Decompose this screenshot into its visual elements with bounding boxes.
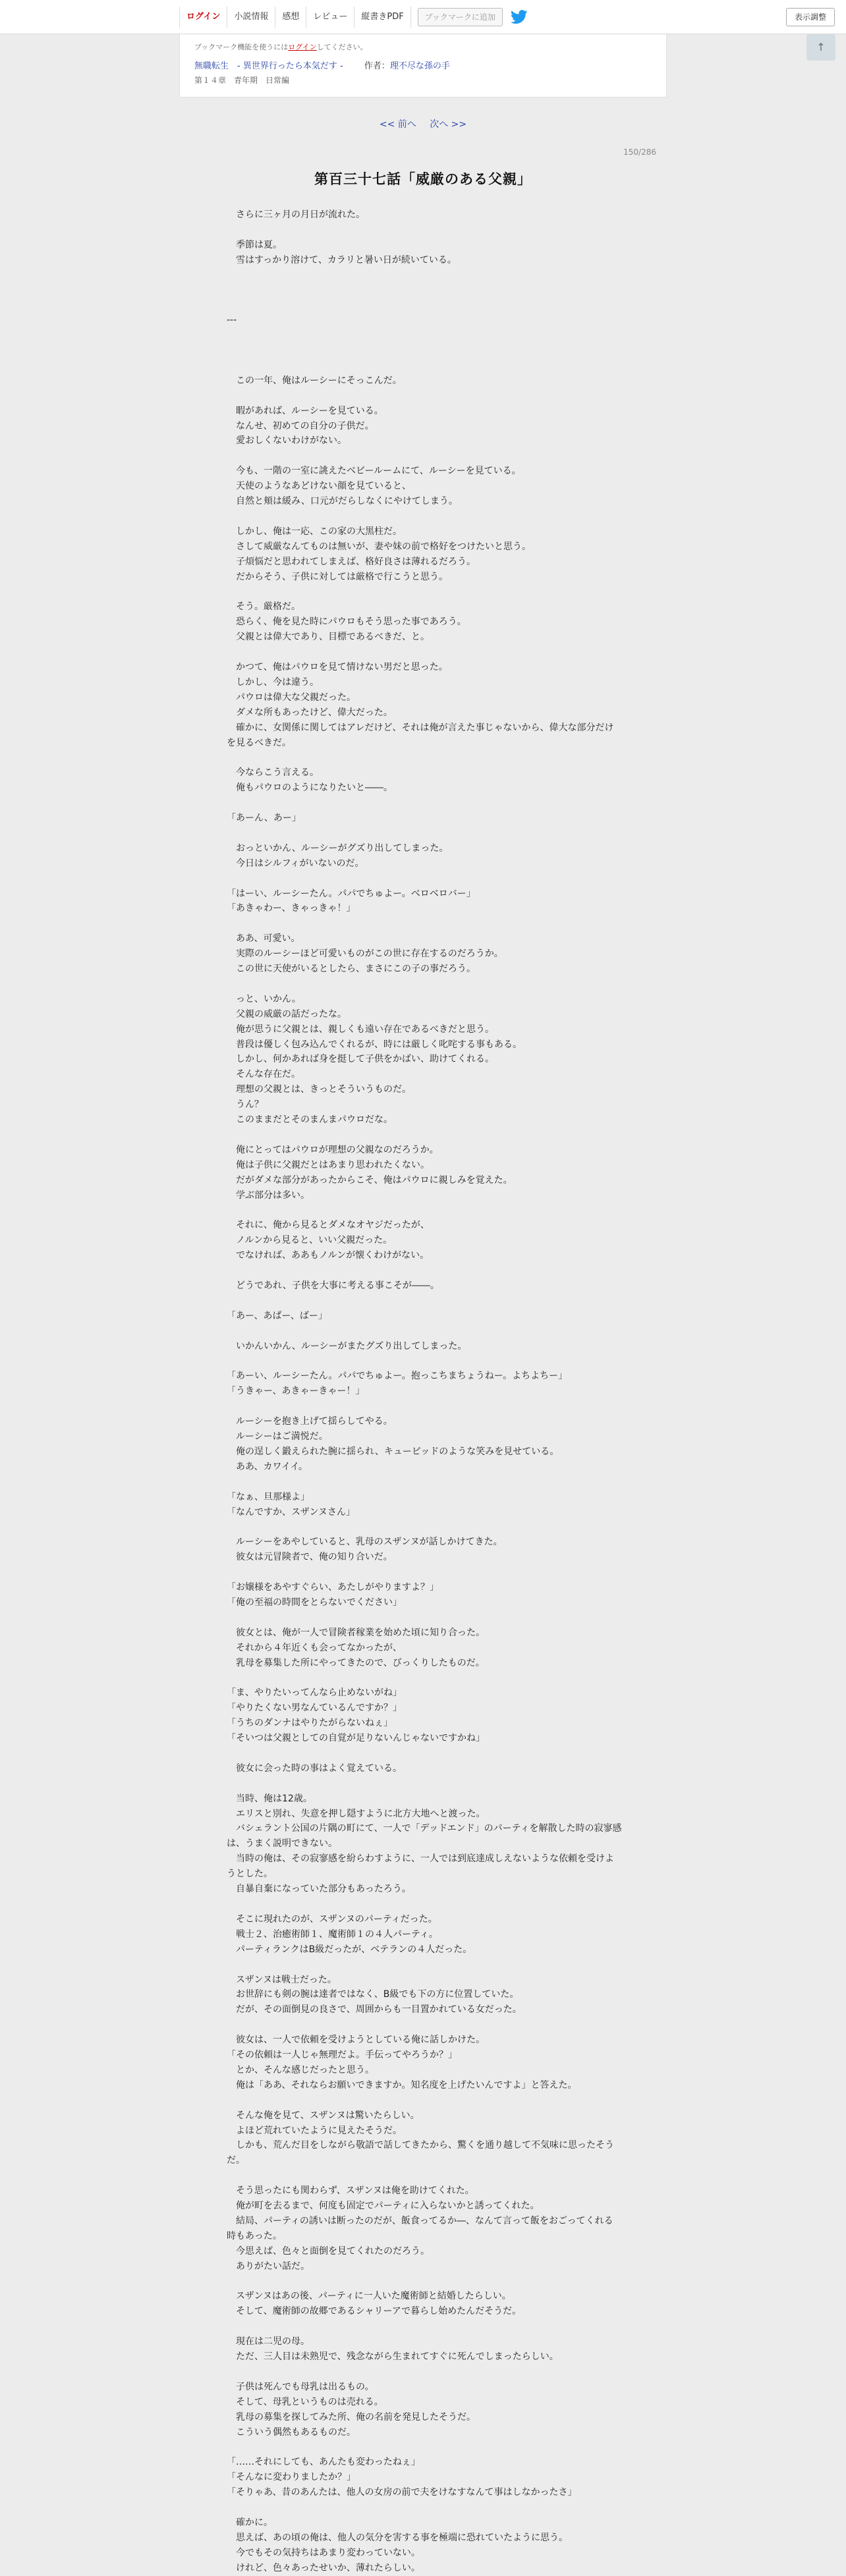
- body-line: [227, 1958, 622, 1973]
- body-line: [227, 1399, 622, 1414]
- episode-body: [227, 207, 622, 2576]
- body-line: 普段は優しく包み込んでくれるが、時には厳しく叱咤する事もある。: [227, 1039, 522, 1050]
- body-line: 「その依頼は一人じゃ無理だよ。手伝ってやろうか？」: [227, 2050, 457, 2061]
- body-line: ---: [227, 315, 237, 326]
- body-line: ダメな所もあったけど、偉大だった。: [227, 707, 393, 718]
- body-line: 実際のルーシーほど可愛いものがこの世に存在するのだろうか。: [227, 948, 503, 960]
- episode-subtitle: 第百三十七話「威厳のある父親」: [314, 171, 532, 187]
- body-line: この世に天使がいるとしたら、まさにこの子の事だろう。: [227, 964, 476, 975]
- body-line: 「なぁ、旦那様よ」: [227, 1491, 310, 1502]
- body-line: 学ぶ部分は多い。: [227, 1190, 310, 1201]
- body-line: 「俺の至福の時間をとらないでください」: [227, 1597, 402, 1608]
- body-line: このままだとそのまんまパウロだな。: [227, 1114, 393, 1126]
- body-line: [227, 358, 622, 373]
- body-line: 「やりたくない男なんているんですか？」: [227, 1703, 402, 1714]
- body-line: [227, 223, 622, 238]
- body-line: 俺は「ああ、それならお願いできますか。知名度を上げたいんですよ」と答えた。: [227, 2079, 577, 2091]
- body-line: 子供は死んでも母乳は出るもの。: [227, 2381, 374, 2392]
- body-line: どうであれ、子供を大事に考える事こそが――。: [227, 1280, 439, 1292]
- body-line: 今日はシルフィがいないのだ。: [227, 858, 364, 869]
- body-line: [227, 268, 622, 283]
- nav-novel-info-link[interactable]: 小説情報: [227, 7, 275, 28]
- body-line: [227, 1475, 622, 1490]
- body-line: けれど、色々あったせいか、薄れたらしい。: [227, 2562, 420, 2573]
- body-line: うん？: [227, 1099, 264, 1110]
- body-line: スザンヌは戦士だった。: [227, 1974, 337, 1985]
- body-line: 乳母を募集した所にやってきたので、びっくりしたものだ。: [227, 1657, 485, 1668]
- arrow-up-icon: ↑: [816, 41, 826, 53]
- body-line: だが、その面倒見の良さで、周囲からも一目置かれている女だった。: [227, 2004, 522, 2015]
- body-line: ありがたい話だ。: [227, 2261, 310, 2272]
- body-line: [227, 2500, 622, 2515]
- body-line: 俺にとってはパウロが理想の父親なのだろうか。: [227, 1144, 439, 1155]
- body-line: そして、母乳というものは売れる。: [227, 2396, 383, 2407]
- body-line: っと、いかん。: [227, 993, 301, 1004]
- body-line: そして、魔術師の故郷であるシャリーアで暮らし始めたんだそうだ。: [227, 2306, 522, 2317]
- body-line: 戦士２、治癒術師１、魔術師１の４人パーティ。: [227, 1929, 438, 1940]
- body-line: [227, 2365, 622, 2380]
- novel-title-line: [194, 59, 652, 74]
- body-line: さらに三ヶ月の月日が流れた。: [227, 209, 365, 220]
- body-line: 愛おしくないわけがない。: [227, 435, 347, 447]
- author-label: 作者：: [364, 61, 390, 71]
- episode-page-count: 150/286: [623, 148, 656, 157]
- body-line: 「そんなに変わりましたか？」: [227, 2472, 356, 2483]
- body-line: [227, 1776, 622, 1792]
- body-line: 当時、俺は12歳。: [227, 1793, 312, 1804]
- body-line: 確かに。: [227, 2517, 273, 2528]
- body-line: とか、そんな感じだったと思う。: [227, 2064, 374, 2075]
- body-line: [227, 1354, 622, 1369]
- body-line: それから４年近くも会ってなかったが、: [227, 1642, 402, 1653]
- body-line: [227, 1670, 622, 1685]
- bookmark-note-suffix: してください。: [316, 43, 368, 51]
- body-line: [227, 1128, 622, 1143]
- body-line: 理想の父親とは、きっとそういうものだ。: [227, 1084, 411, 1095]
- body-line: [227, 1294, 622, 1309]
- body-line: さして威厳なんてものは無いが、妻や妹の前で格好をつけたいと思う。: [227, 541, 531, 552]
- body-line: 今思えば、色々と面倒を見てくれたのだろう。: [227, 2245, 430, 2257]
- body-line: 「そいつは父親としての自覚が足りないんじゃないですかね」: [227, 1733, 485, 1744]
- nav-review-link[interactable]: レビュー: [306, 7, 354, 28]
- body-line: 暇があれば、ルーシーを見ている。: [227, 405, 383, 416]
- body-line: この一年、俺はルーシーにそっこんだ。: [227, 375, 402, 386]
- body-line: でなければ、ああもノルンが懐くわけがない。: [227, 1250, 430, 1261]
- novel-info-box: [179, 34, 667, 97]
- display-settings-button[interactable]: 表示調整: [786, 8, 835, 26]
- body-line: こういう偶然もあるものだ。: [227, 2426, 356, 2438]
- body-line: [227, 298, 622, 313]
- body-line: エリスと別れ、失意を押し隠すように北方大地へと渡った。: [227, 1808, 486, 1819]
- body-line: パーティランクはB級だったが、ベテランの４人だった。: [227, 1944, 472, 1955]
- body-line: [227, 1263, 622, 1278]
- bookmark-login-link[interactable]: ログイン: [288, 43, 317, 51]
- body-line: 結局、パーティの誘いは断ったのだが、飯食ってるか―、なんて言って飯をおごってくれる時もあった。: [227, 2215, 613, 2241]
- body-line: 「お嬢様をあやすぐらい、あたしがやりますよ？」: [227, 1582, 439, 1593]
- body-line: [227, 1324, 622, 1339]
- body-line: [227, 2440, 622, 2455]
- body-line: [227, 2093, 622, 2108]
- body-line: 乳母の募集を探してみた所、俺の名前を発見したそうだ。: [227, 2411, 476, 2423]
- nav-login-link[interactable]: ログイン: [179, 7, 227, 28]
- body-line: 季節は夏。: [227, 239, 282, 250]
- body-line: ああ、可愛い。: [227, 933, 300, 945]
- body-line: 俺が町を去るまで、何度も固定でパーティに入らないかと誘ってくれた。: [227, 2201, 540, 2212]
- body-line: 俺もパウロのようになりたいと――。: [227, 782, 393, 794]
- body-line: [227, 1897, 622, 1912]
- body-line: しかし、今は違う。: [227, 676, 319, 688]
- nav-menu: [179, 0, 528, 34]
- body-line: [227, 871, 622, 887]
- body-line: よほど荒れていたように見えたそうだ。: [227, 2125, 402, 2136]
- body-line: [227, 389, 622, 404]
- body-line: 彼女とは、俺が一人で冒険者稼業を始めた頃に知り合った。: [227, 1627, 485, 1638]
- author-link[interactable]: 理不尽な孫の手: [389, 61, 450, 71]
- body-line: 思えば、あの頃の俺は、他人の気分を害する事を極端に恐れていたように思う。: [227, 2532, 568, 2543]
- body-line: [227, 1520, 622, 1535]
- body-line: 当時の俺は、その寂寥感を紛らわすように、一人では到底達成しえないような依頼を受けようとした。: [227, 1853, 614, 1880]
- body-line: 自暴自棄になっていた部分もあったろう。: [227, 1884, 411, 1895]
- body-line: 彼女に会った時の事はよく覚えている。: [227, 1763, 402, 1774]
- body-line: そんな俺を見て、スザンヌは驚いたらしい。: [227, 2110, 420, 2121]
- body-line: 今も、一階の一室に誂えたベビールームにて、ルーシーを見ている。: [227, 466, 521, 477]
- body-line: ルーシーをあやしていると、乳母のスザンヌが話しかけてきた。: [227, 1537, 503, 1548]
- body-line: [227, 2168, 622, 2183]
- body-line: 「ま、やりたいってんなら止めないがね」: [227, 1687, 402, 1699]
- body-line: ただ、三人目は未熟児で、残念ながら生まれてすぐに死んでしまったらしい。: [227, 2351, 559, 2363]
- body-line: バシェラント公国の片隅の町にて、一人で「デッドエンド」のパーティを解散した時の寂寥感は、うまく説明できない。: [227, 1823, 622, 1850]
- body-line: 「うちのダンナはやりたがらないねぇ」: [227, 1718, 393, 1729]
- body-line: 俺は子供に父親だとはあまり思われたくない。: [227, 1159, 430, 1170]
- body-line: 「あーん、あー」: [227, 813, 301, 824]
- body-line: 「うきゃー、あきゃーきゃー！」: [227, 1386, 365, 1397]
- body-line: お世辞にも剣の腕は達者ではなく、B級でも下の方に位置していた。: [227, 1989, 519, 2000]
- body-line: そんな存在だ。: [227, 1069, 300, 1080]
- body-line: [227, 1746, 622, 1761]
- body-line: [227, 1565, 622, 1580]
- body-line: なんせ、初めての自分の子供だ。: [227, 420, 374, 431]
- body-line: [227, 328, 622, 343]
- body-line: [227, 826, 622, 841]
- page-top-button[interactable]: [806, 34, 835, 61]
- body-line: 確かに、女関係に関してはアレだけど、それは俺が言えた事じゃないから、偉大な部分だけを見るべきだ。: [227, 722, 614, 748]
- body-line: かつて、俺はパウロを見て情けない男だと思った。: [227, 662, 448, 672]
- body-line: そこに現れたのが、スザンヌのパーティだった。: [227, 1913, 437, 1925]
- body-line: [227, 343, 622, 358]
- body-line: 父親の威厳の話だったな。: [227, 1008, 347, 1020]
- body-line: だがダメな部分があったからこそ、俺はパウロに親しみを覚えた。: [227, 1174, 513, 1186]
- body-line: パウロは偉大な父親だった。: [227, 692, 356, 703]
- body-line: 現在は二児の母。: [227, 2336, 310, 2347]
- body-line: 自然と頬は緩み、口元がだらしなくにやけてしまう。: [227, 496, 458, 507]
- body-line: 子煩悩だと思われてしまえば、格好良さは薄れるだろう。: [227, 556, 476, 567]
- body-line: 天使のようなあどけない顔を見ていると、: [227, 481, 411, 492]
- body-line: 恐らく、俺を見た時にパウロもそう思った事であろう。: [227, 617, 466, 628]
- body-line: 父親とは偉大であり、目標であるべきだ、と。: [227, 632, 430, 643]
- body-line: [227, 283, 622, 298]
- episode-pager: [0, 117, 846, 130]
- add-bookmark-button[interactable]: ブックマークに追加: [418, 8, 503, 26]
- body-line: しかも、荒んだ目をしながら敬語で話してきたから、驚くを通り越して不気味に思ったそうだ。: [227, 2140, 614, 2166]
- body-line: [227, 1203, 622, 1219]
- body-line: それに、俺から見るとダメなオヤジだったが、: [227, 1220, 430, 1231]
- body-line: そう思ったにも関わらず、スザンヌは俺を助けてくれた。: [227, 2185, 474, 2197]
- body-line: 「あーい、ルーシーたん。パパでちゅよー。抱っこちまちょうねー。よちよちー」: [227, 1371, 568, 1382]
- bookmark-login-note: [194, 41, 652, 54]
- body-line: ルーシーはご満悦だ。: [227, 1431, 328, 1442]
- body-line: 「あー、あぱー、ばー」: [227, 1310, 327, 1321]
- body-line: 「なんですか、スザンヌさん」: [227, 1506, 355, 1518]
- body-line: 「そりゃあ、昔のあんたは、他人の女房の前で夫をけなすなんて事はしなかったさ」: [227, 2487, 577, 2498]
- nav-vertical-pdf-link[interactable]: 縦書きPDF: [354, 7, 410, 28]
- body-line: 「はーい、ルーシーたん。パパでちゅよー。ベロベロバー」: [227, 888, 476, 899]
- body-line: [227, 796, 622, 811]
- body-line: [227, 977, 622, 992]
- body-line: 「……それにしても、あんたも変わったねぇ」: [227, 2457, 420, 2468]
- body-line: 「あきゃわー、きゃっきゃ！」: [227, 903, 356, 914]
- prev-episode-link[interactable]: << 前へ: [379, 119, 416, 130]
- chapter-title: 第１４章 青年期 日常編: [194, 76, 290, 85]
- twitter-icon[interactable]: [511, 10, 528, 24]
- body-line: [227, 449, 622, 464]
- body-line: [227, 585, 622, 600]
- body-line: [227, 2017, 622, 2033]
- body-line: 雪はすっかり溶けて、カラリと暑い日が続いている。: [227, 254, 457, 265]
- body-line: [227, 1610, 622, 1626]
- body-line: ルーシーを抱き上げて揺らしてやる。: [227, 1416, 393, 1427]
- body-line: スザンヌはあの後、パーティに一人いた魔術師と結婚したらしい。: [227, 2291, 511, 2302]
- top-navigation-bar: [0, 0, 846, 34]
- body-line: 今ならこう言える。: [227, 767, 319, 779]
- body-line: [227, 2274, 622, 2289]
- body-line: しかし、何かあれば身を挺して子供をかばい、助けてくれる。: [227, 1054, 494, 1065]
- body-line: 彼女は元冒険者で、俺の知り合いだ。: [227, 1552, 393, 1563]
- body-line: ノルンから見ると、いい父親だった。: [227, 1235, 393, 1246]
- bookmark-note-prefix: ブックマーク機能を使うには: [194, 43, 289, 51]
- body-line: しかし、俺は一応、この家の大黒柱だ。: [227, 526, 402, 537]
- body-line: ああ、カワイイ。: [227, 1461, 308, 1472]
- novel-title-link[interactable]: 無職転生 - 異世界行ったら本気だす -: [194, 61, 343, 71]
- body-line: そう。厳格だ。: [227, 601, 300, 613]
- body-line: 今でもその気持ちはあまり変わっていない。: [227, 2547, 420, 2558]
- body-line: [227, 2319, 622, 2334]
- body-line: [227, 645, 622, 660]
- body-line: 俺の逞しく鍛えられた腕に揺られ、キューピッドのような笑みを見せている。: [227, 1446, 559, 1457]
- body-line: [227, 509, 622, 524]
- body-line: いかんいかん、ルーシーがまたグズり出してしまった。: [227, 1340, 467, 1352]
- body-line: [227, 750, 622, 765]
- next-episode-link[interactable]: 次へ >>: [430, 119, 467, 130]
- body-line: 彼女は、一人で依頼を受けようとしている俺に話しかけた。: [227, 2035, 485, 2046]
- body-line: [227, 916, 622, 931]
- nav-impressions-link[interactable]: 感想: [275, 7, 306, 28]
- body-line: おっといかん、ルーシーがグズり出してしまった。: [227, 842, 449, 854]
- body-line: だからそう、子供に対しては厳格で行こうと思う。: [227, 571, 448, 582]
- body-line: 俺が思うに父親とは、親しくも遠い存在であるべきだと思う。: [227, 1024, 494, 1035]
